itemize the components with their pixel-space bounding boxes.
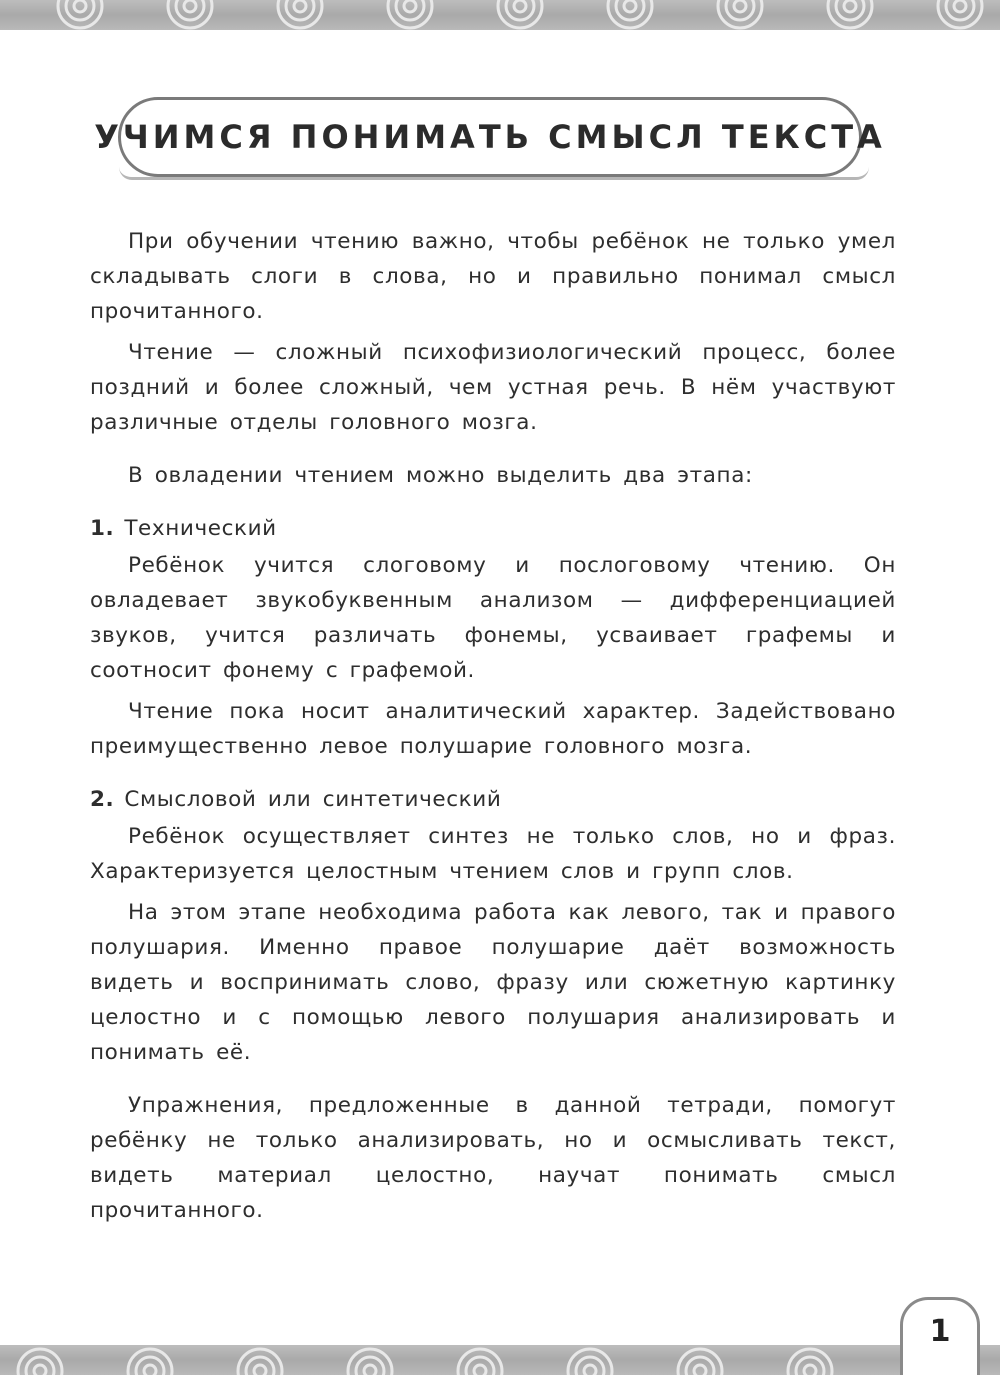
spiral-pattern-bottom bbox=[0, 1345, 1000, 1375]
stage-2-name: Смысловой или синтетический bbox=[124, 787, 502, 812]
stage-1-number: 1. bbox=[90, 516, 115, 541]
stage-2-number: 2. bbox=[90, 787, 115, 812]
paragraph-intro-1: При обучении чтению важно, чтобы ребёнок не только умел складывать слоги в слова, но и правильно понимал смысл прочитанного. bbox=[90, 229, 896, 324]
article-body bbox=[90, 224, 896, 1228]
stage-1-heading bbox=[90, 511, 896, 546]
stage-1-paragraph-2: Чтение пока носит аналитический характер. Задействовано преимущественно левое полушарие головного мозга. bbox=[90, 699, 896, 759]
decorative-top-band bbox=[0, 0, 1000, 30]
paragraph-conclusion: Упражнения, предложенные в данной тетради, помогут ребёнку не только анализировать, но и осмысливать текст, видеть материал целостно, научат понимать смысл прочитанного. bbox=[90, 1093, 896, 1223]
title-frame bbox=[94, 97, 886, 177]
page-title: УЧИМСЯ ПОНИМАТЬ СМЫСЛ ТЕКСТА bbox=[94, 118, 886, 156]
stage-2-paragraph-1: Ребёнок осуществляет синтез не только слов, но и фраз. Характеризуется целостным чтением слов и групп слов. bbox=[90, 824, 896, 884]
stage-1-name: Технический bbox=[124, 516, 277, 541]
page-number: 1 bbox=[929, 1314, 951, 1349]
page-number-tab bbox=[900, 1297, 980, 1375]
paragraph-intro-2: Чтение — сложный психофизиологический процесс, более поздний и более сложный, чем устная речь. В нём участвуют различные отделы головного мозга. bbox=[90, 340, 896, 435]
stage-2-heading bbox=[90, 782, 896, 817]
stage-2-paragraph-2: На этом этапе необходима работа как левого, так и правого полушария. Именно правое полушарие даёт возможность видеть и воспринимать слово, фразу или сюжетную картинку целостно и с помощью левого полушария анализировать и понимать её. bbox=[90, 900, 896, 1065]
spiral-pattern-top bbox=[0, 0, 1000, 30]
decorative-bottom-band bbox=[0, 1345, 1000, 1375]
stage-1-paragraph-1: Ребёнок учится слоговому и послоговому чтению. Он овладевает звукобуквенным анализом — дифференциацией звуков, учится различать фонемы, усваивает графемы и соотносит фонему с графемой. bbox=[90, 553, 896, 683]
paragraph-stages-lead: В овладении чтением можно выделить два этапа: bbox=[128, 463, 753, 488]
